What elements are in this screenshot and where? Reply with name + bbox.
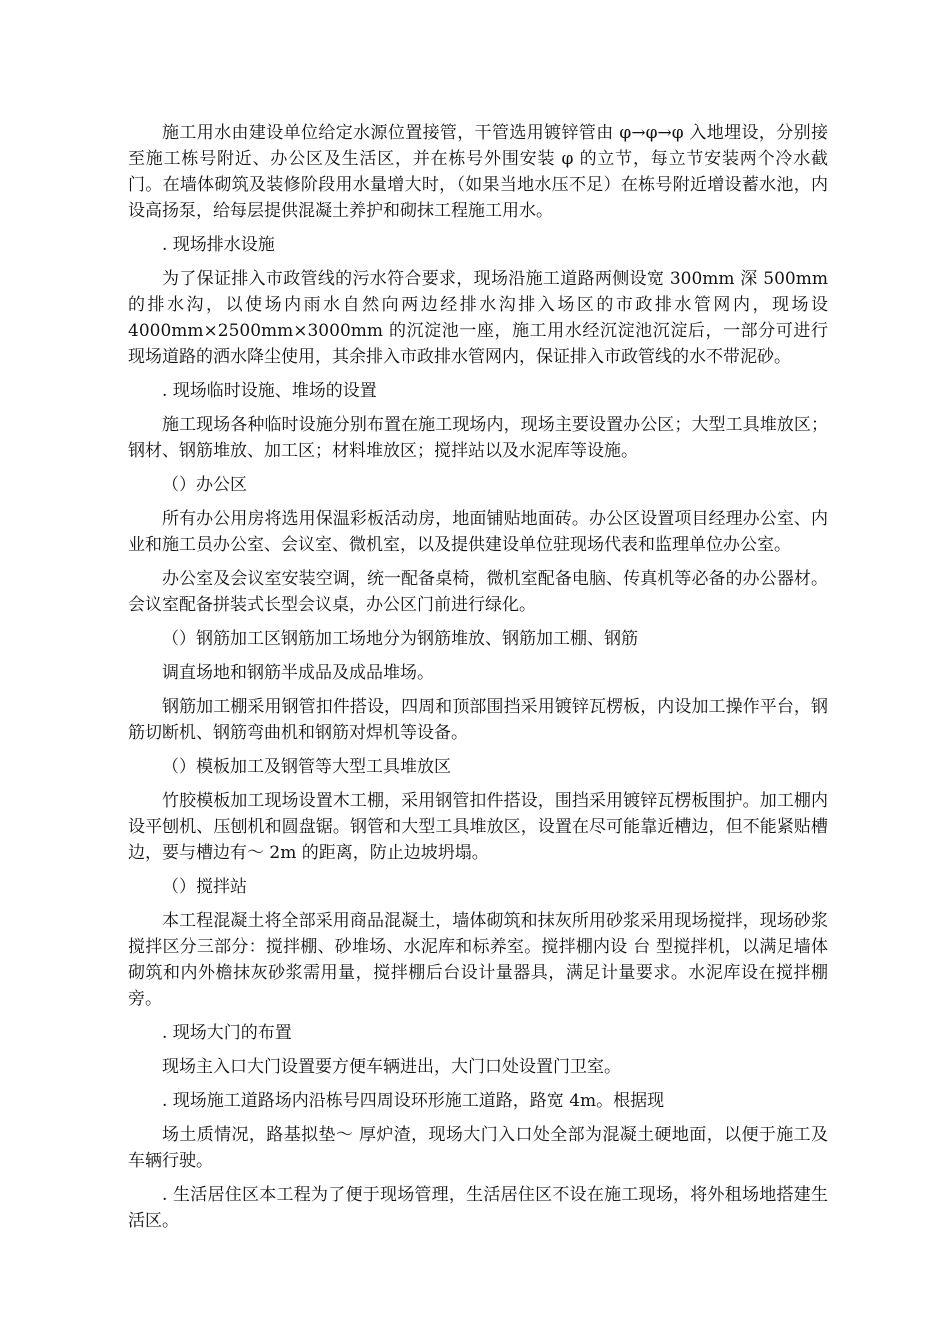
subheading-office-area: （）办公区: [162, 475, 247, 495]
section-heading-main-gate: . 现场大门的布置: [162, 1023, 292, 1043]
paragraph-drainage: 为了保证排入市政管线的污水符合要求，现场沿施工道路两侧设宽 300mm 深 500mm 的排水沟，以使场内雨水自然向两边经排水沟排入场区的市政排水管网内，现场设 4000mm×2500mm×3000mm 的沉淀池一座，施工用水经沉淀池沉淀后，一部分可进行现场道路的洒水降尘使用，其余排入市政排水管网内，保证排入市政管线的水不带泥砂。: [128, 269, 828, 367]
paragraph-office-rooms: 所有办公用房将选用保温彩板活动房，地面铺贴地面砖。办公区设置项目经理办公室、内业和施工员办公室、会议室、微机室，以及提供建设单位驻现场代表和监理单位办公室。: [128, 509, 828, 555]
paragraph-mixing-station: 本工程混凝土将全部采用商品混凝土，墙体砌筑和抹灰所用砂浆采用现场搅拌，现场砂浆搅拌区分三部分：搅拌棚、砂堆场、水泥库和标养室。搅拌棚内设 台 型搅拌机，以满足墙体砌筑和内外檐抹灰砂浆需用量，搅拌棚后台设计量器具，满足计量要求。水泥库设在搅拌棚旁。: [128, 911, 828, 1009]
paragraph-office-equipment: 办公室及会议室安装空调，统一配备桌椅，微机室配备电脑、传真机等必备的办公器材。会议室配备拼装式长型会议桌，办公区门前进行绿化。: [128, 569, 828, 615]
subheading-formwork-area: （）模板加工及钢管等大型工具堆放区: [162, 757, 451, 777]
paragraph-living-area: . 生活居住区本工程为了便于现场管理，生活居住区不设在施工现场，将外租场地搭建生活区。: [128, 1185, 828, 1231]
paragraph-formwork-area: 竹胶模板加工现场设置木工棚，采用钢管扣件搭设，围挡采用镀锌瓦楞板围护。加工棚内设平刨机、压刨机和圆盘锯。钢管和大型工具堆放区，设置在尽可能靠近槽边，但不能紧贴槽边，要与槽边有～ 2m 的距离，防止边坡坍塌。: [128, 791, 828, 863]
paragraph-site-roads-continued: 场土质情况，路基拟垫～ 厚炉渣，现场大门入口处全部为混凝土硬地面，以便于施工及车辆行驶。: [128, 1125, 828, 1171]
subheading-rebar-area: （）钢筋加工区钢筋加工场地分为钢筋堆放、钢筋加工棚、钢筋: [162, 629, 638, 649]
section-heading-site-roads: . 现场施工道路场内沿栋号四周设环形施工道路，路宽 4m。根据现: [162, 1091, 665, 1111]
section-heading-temporary-facilities: . 现场临时设施、堆场的设置: [162, 381, 377, 401]
paragraph-main-gate: 现场主入口大门设置要方便车辆进出，大门口处设置门卫室。: [162, 1057, 621, 1077]
section-heading-drainage: . 现场排水设施: [162, 235, 275, 255]
paragraph-water-supply: 施工用水由建设单位给定水源位置接管，干管选用镀锌管由 φ→φ→φ 入地埋设，分别接至施工栋号附近、办公区及生活区，并在栋号外围安装 φ 的立节，每立节安装两个冷水截门。在墙体砌筑及装修阶段用水量增大时，（如果当地水压不足）在栋号附近增设蓄水池，内设高扬泵，给每层提供混凝土养护和砌抹工程施工用水。: [128, 123, 828, 221]
paragraph-temporary-facilities: 施工现场各种临时设施分别布置在施工现场内，现场主要设置办公区；大型工具堆放区；钢材、钢筋堆放、加工区；材料堆放区；搅拌站以及水泥库等设施。: [128, 415, 828, 461]
subheading-mixing-station: （）搅拌站: [162, 877, 247, 897]
document-body: [128, 120, 828, 1242]
paragraph-rebar-area-continued: 调直场地和钢筋半成品及成品堆场。: [162, 663, 434, 683]
paragraph-rebar-shed: 钢筋加工棚采用钢管扣件搭设，四周和顶部围挡采用镀锌瓦楞板，内设加工操作平台，钢筋切断机、钢筋弯曲机和钢筋对焊机等设备。: [128, 697, 828, 743]
